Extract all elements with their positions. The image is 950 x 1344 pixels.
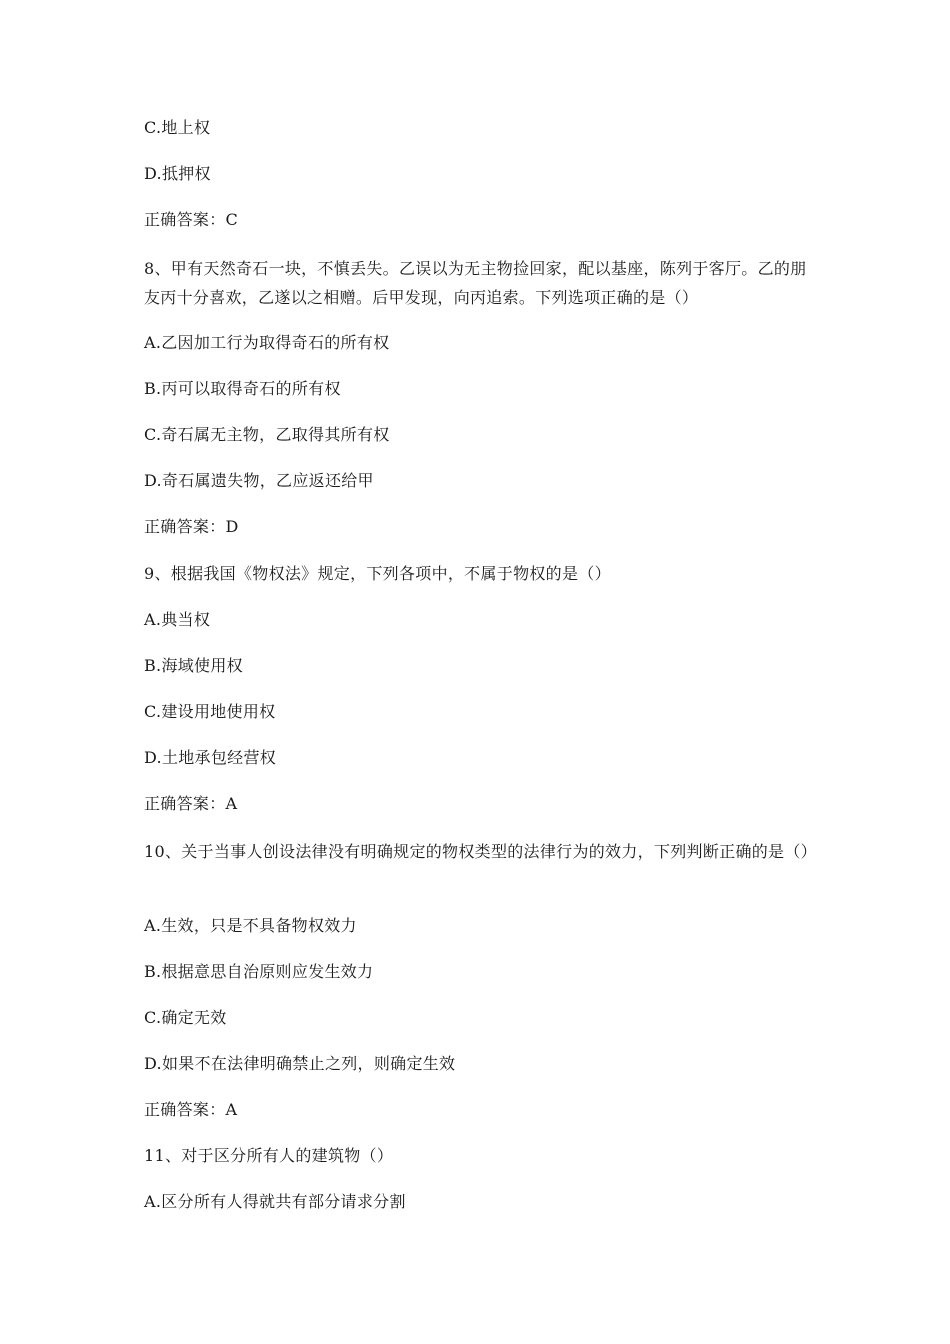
question-9-option-a: A.典当权 [144, 610, 211, 629]
question-11: 11、对于区分所有人的建筑物（） [144, 1146, 394, 1165]
question-9: 9、根据我国《物权法》规定，下列各项中，不属于物权的是（） [144, 564, 611, 583]
question-9-option-b: B.海域使用权 [144, 656, 243, 675]
question-9-option-c: C.建设用地使用权 [144, 702, 276, 721]
question-10-option-a: A.生效，只是不具备物权效力 [144, 916, 357, 935]
option-d-mortgage-right: D.抵押权 [144, 164, 211, 183]
question-8-option-d: D.奇石属遗失物，乙应返还给甲 [144, 471, 374, 490]
question-8-option-b: B.丙可以取得奇石的所有权 [144, 379, 341, 398]
answer-line: 正确答案：C [144, 210, 239, 229]
question-10-answer: 正确答案：A [144, 1100, 238, 1119]
question-8-option-c: C.奇石属无主物，乙取得其所有权 [144, 425, 390, 444]
question-9-option-d: D.土地承包经营权 [144, 748, 277, 767]
option-c-surface-right: C.地上权 [144, 118, 211, 137]
question-10-option-d: D.如果不在法律明确禁止之列，则确定生效 [144, 1054, 456, 1073]
question-8-option-a: A.乙因加工行为取得奇石的所有权 [144, 333, 390, 352]
question-10: 10、关于当事人创设法律没有明确规定的物权类型的法律行为的效力，下列判断正确的是（） [144, 842, 817, 861]
question-9-answer: 正确答案：A [144, 794, 238, 813]
question-10-option-c: C.确定无效 [144, 1008, 227, 1027]
question-11-option-a: A.区分所有人得就共有部分请求分割 [144, 1192, 406, 1211]
question-8: 8、甲有天然奇石一块，不慎丢失。乙误以为无主物捡回家，配以基座，陈列于客厅。乙的朋友丙十分喜欢，乙遂以之相赠。后甲发现，向丙追索。下列选项正确的是（） [144, 259, 807, 307]
question-8-answer: 正确答案：D [144, 517, 239, 536]
question-10-option-b: B.根据意思自治原则应发生效力 [144, 962, 374, 981]
